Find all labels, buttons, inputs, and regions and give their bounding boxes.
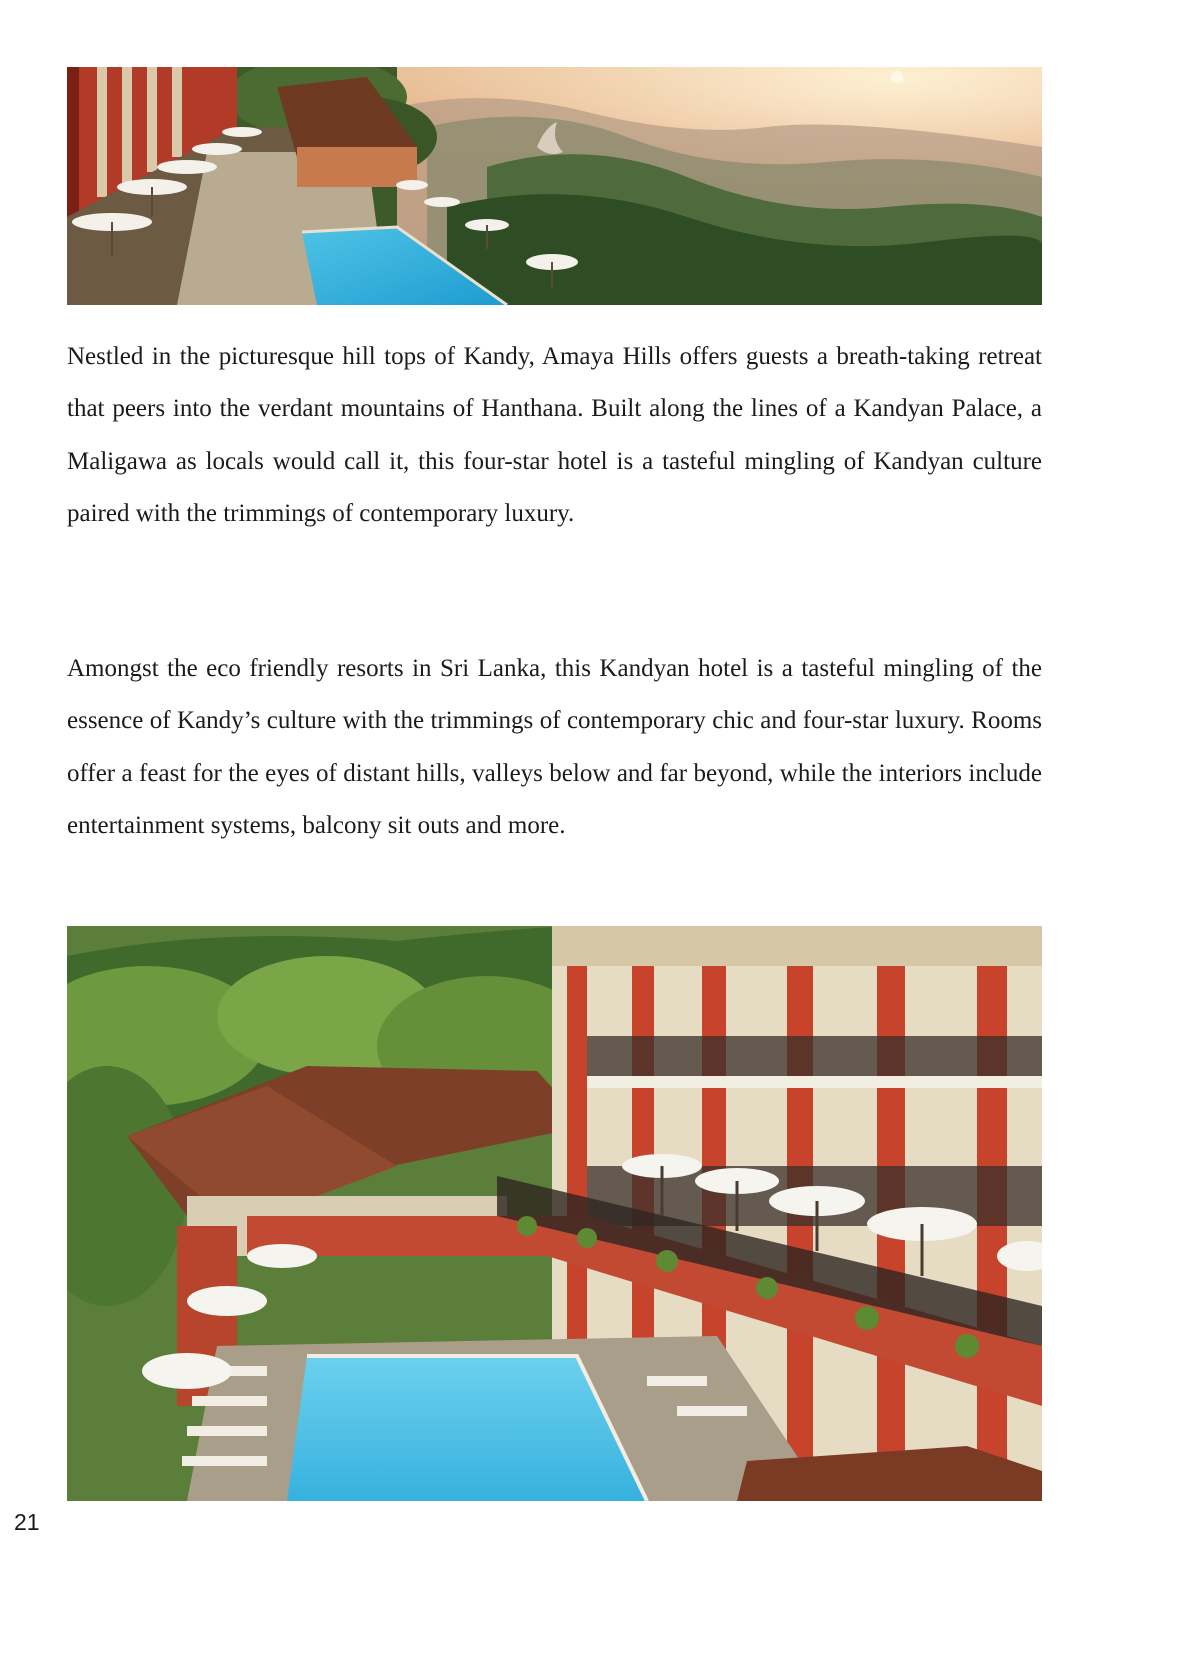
rooms-paragraph: Amongst the eco friendly resorts in Sri Lanka, this Kandyan hotel is a tasteful mingling of the essence of Kandy’s culture with the trimmings of contemporary chic and four-star luxury. Rooms offer a feast for the eyes of distant hills, valleys below and far beyond, while the interiors include entertainment systems, balcony sit outs and more. (67, 655, 1042, 839)
page-number: 21 (14, 1509, 40, 1535)
hotel-terrace-mountain-illustration (67, 67, 1042, 305)
hotel-pool-courtyard-photo (67, 926, 1042, 1501)
intro-paragraph: Nestled in the picturesque hill tops of Kandy, Amaya Hills offers guests a breath-taking retreat that peers into the verdant mountains of Hanthana. Built along the lines of a Kandyan Palace, a Maligawa as locals would call it, this four-star hotel is a tasteful mingling of Kandyan culture paired with the trimmings of contemporary luxury. (67, 343, 1042, 527)
hotel-terrace-mountain-photo (67, 67, 1042, 305)
hotel-pool-courtyard-illustration (67, 926, 1042, 1501)
